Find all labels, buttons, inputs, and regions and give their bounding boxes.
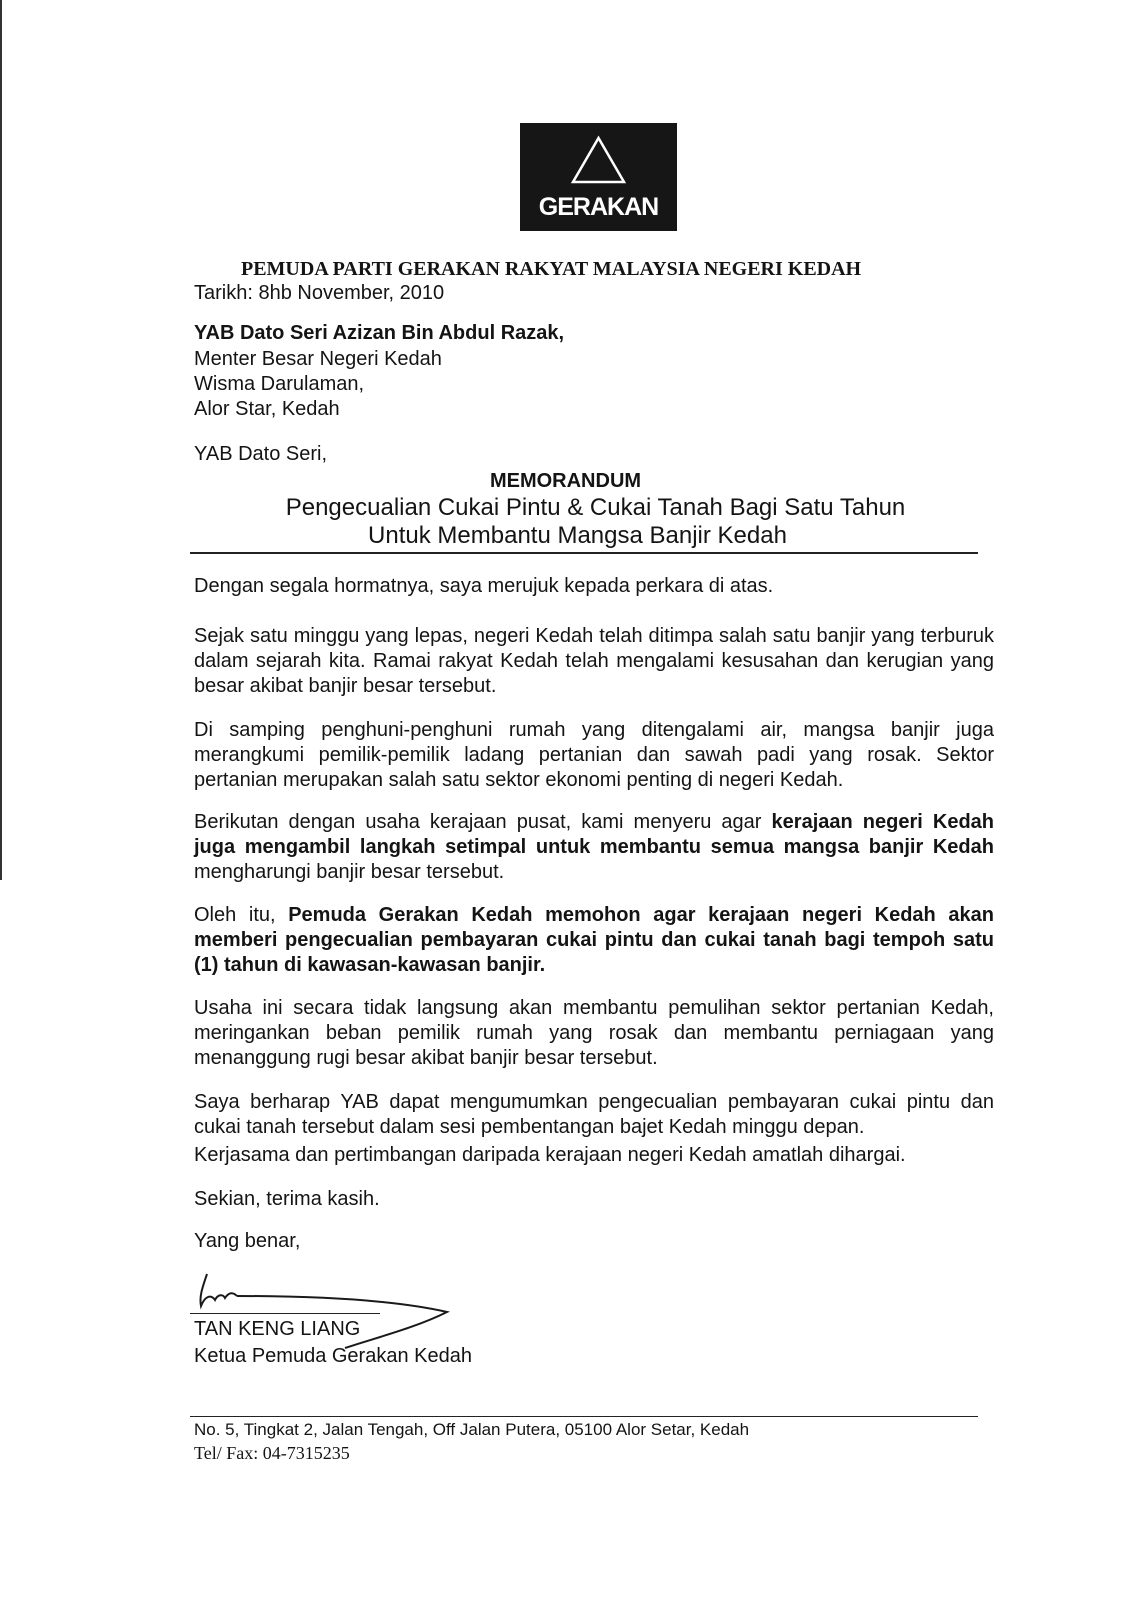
valediction: Yang benar, <box>194 1230 301 1252</box>
recipient-line: Wisma Darulaman, <box>194 373 365 395</box>
salutation: YAB Dato Seri, <box>194 443 328 465</box>
paragraph: Sekian, terima kasih. <box>194 1188 380 1210</box>
paragraph-text: Oleh itu, <box>194 904 289 926</box>
paragraph <box>194 903 994 978</box>
paragraph: Saya berharap YAB dapat mengumumkan pengecualian pembayaran cukai pintu dan cukai tanah tersebut dalam sesi pembentangan bajet Kedah minggu depan. <box>194 1091 994 1138</box>
letter-date: Tarikh: 8hb November, 2010 <box>194 282 445 304</box>
logo-text: GERAKAN <box>538 193 659 221</box>
signatory-title: Ketua Pemuda Gerakan Kedah <box>194 1345 472 1367</box>
subject-rule <box>190 552 978 554</box>
paragraph-emphasis: kerajaan negeri Kedah juga mengambil langkah setimpal untuk membantu semua mangsa banjir Kedah <box>194 811 994 858</box>
signatory-name: TAN KENG LIANG <box>194 1318 361 1340</box>
paragraph-emphasis: Pemuda Gerakan Kedah memohon agar kerajaan negeri Kedah akan memberi pengecualian pembayaran cukai pintu dan cukai tanah bagi tempoh satu (1) tahun di kawasan-kawasan banjir. <box>194 904 994 976</box>
recipient-line: Menter Besar Negeri Kedah <box>194 348 442 370</box>
subject-line: Untuk Membantu Mangsa Banjir Kedah <box>368 522 787 549</box>
paragraph: Usaha ini secara tidak langsung akan membantu pemulihan sektor pertanian Kedah, meringankan beban pemilik rumah yang rosak dan membantu perniagaan yang menanggung rugi besar akibat banjir besar tersebut. <box>194 997 994 1069</box>
recipient-line: Alor Star, Kedah <box>194 398 340 420</box>
subject-line: Pengecualian Cukai Pintu & Cukai Tanah Bagi Satu Tahun <box>285 494 906 521</box>
paragraph: Sejak satu minggu yang lepas, negeri Kedah telah ditimpa salah satu banjir yang terburuk dalam sejarah kita. Ramai rakyat Kedah telah mengalami kesusahan dan kerugian yang besar akibat banjir besar tersebut. <box>194 625 994 697</box>
triangle-icon <box>570 135 627 185</box>
signature-rule <box>190 1313 380 1314</box>
footer-telephone: Tel/ Fax: 04-7315235 <box>194 1443 350 1463</box>
recipient-name: YAB Dato Seri Azizan Bin Abdul Razak, <box>194 322 565 344</box>
footer-rule <box>190 1416 978 1417</box>
gerakan-logo <box>520 123 677 231</box>
paragraph-text: Berikutan dengan usaha kerajaan pusat, kami menyeru agar <box>194 811 772 833</box>
paragraph: Dengan segala hormatnya, saya merujuk kepada perkara di atas. <box>194 575 774 597</box>
paragraph: Kerjasama dan pertimbangan daripada kerajaan negeri Kedah amatlah dihargai. <box>194 1144 906 1166</box>
paragraph-text: mengharungi banjir besar tersebut. <box>194 861 505 883</box>
memo-title: MEMORANDUM <box>489 470 642 492</box>
paragraph <box>194 810 994 885</box>
organisation-heading: PEMUDA PARTI GERAKAN RAKYAT MALAYSIA NEGERI KEDAH <box>241 258 862 280</box>
page-edge <box>0 0 2 880</box>
footer-address: No. 5, Tingkat 2, Jalan Tengah, Off Jalan Putera, 05100 Alor Setar, Kedah <box>194 1420 750 1439</box>
paragraph: Di samping penghuni-penghuni rumah yang ditengalami air, mangsa banjir juga merangkumi pemilik-pemilik ladang pertanian dan sawah padi yang rosak. Sektor pertanian merupakan salah satu sektor ekonomi penting di negeri Kedah. <box>194 719 994 791</box>
